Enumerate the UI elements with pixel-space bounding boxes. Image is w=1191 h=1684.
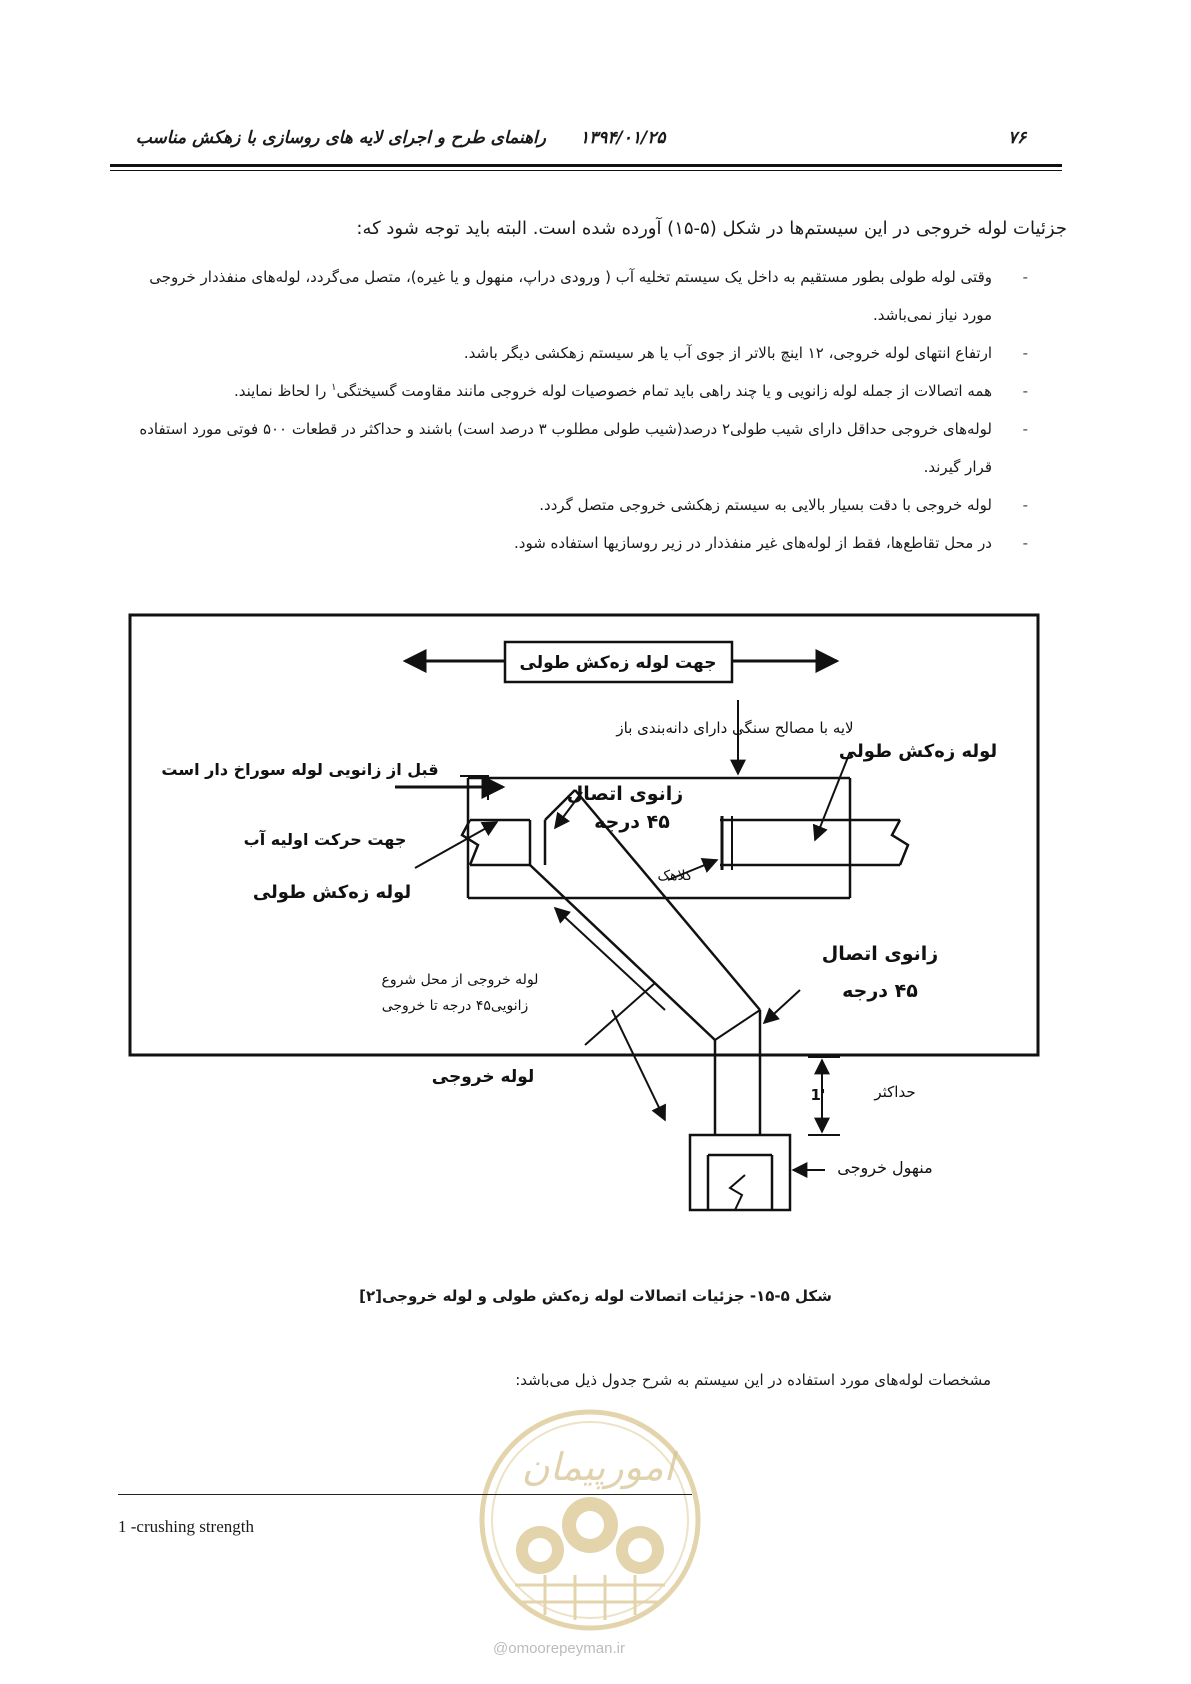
outlet-length-leader-top <box>555 908 665 1010</box>
fig-label-elbow-bottom-1: زانوی اتصال <box>821 943 939 965</box>
fig-label-long-pipe-right: لوله زه‌کش طولی <box>838 741 998 762</box>
watermark-logo <box>470 1400 710 1640</box>
header-date: ۱۳۹۴/۰۱/۲۵ <box>580 128 666 148</box>
fig-label-direction: جهت لوله زه‌کش طولی <box>519 653 717 673</box>
fig-label-manhole: منهول خروجی <box>837 1158 933 1177</box>
fig-label-elbow-top-2: ۴۵ درجه <box>594 811 670 833</box>
bullet-text: لوله خروجی با دقت بسیار بالایی به سیستم زهکشی خروجی متصل گردد. <box>539 496 992 514</box>
bullet-text: همه اتصالات از جمله لوله زانویی و یا چند راهی باید تمام خصوصیات لوله خروجی مانند مقاومت گسیختگی <box>336 382 992 400</box>
watermark-site: @omoorepeyman.ir <box>493 1640 625 1657</box>
long-pipe-leader <box>415 822 497 868</box>
footnote-mark: ۱ <box>331 382 337 393</box>
fig-label-outlet-from-1: لوله خروجی از محل شروع <box>381 972 539 988</box>
fig-label-layer: لایه با مصالح سنگی دارای دانه‌بندی باز <box>616 719 854 737</box>
figure-caption: شکل ۵-۱۵- جزئیات اتصالات لوله زه‌کش طولی و لوله خروجی[۲] <box>359 1287 832 1305</box>
bullet-text: لوله‌های خروجی حداقل دارای شیب طولی۲ درصد(شیب طولی مطلوب ۳ درصد است) باشند و حداکثر در قطعات ۵۰۰ فوتی مورد استفاده قرار گیرند. <box>139 420 992 476</box>
elbow-bottom-leader <box>764 990 800 1023</box>
fig-label-flow-dir: جهت حرکت اولیه آب <box>243 830 407 849</box>
manhole-break <box>730 1175 745 1210</box>
elbow-bottom-joint <box>715 1010 760 1040</box>
footnote-rule <box>118 1494 692 1495</box>
bullet-text: وقتی لوله طولی بطور مستقیم به داخل یک سیستم تخلیه آب ( ورودی دراپ، منهول و یا غیره)، متصل می‌گردد، لوله‌های منفذدار خروجی مورد نیاز نمی‌باشد. <box>149 268 992 324</box>
manhole-inner <box>708 1155 772 1210</box>
page-number: ۷۶ <box>1008 128 1027 148</box>
footnote: 1 -crushing strength <box>118 1517 254 1536</box>
header-title: راهنمای طرح و اجرای لایه های روسازی با زهکش مناسب <box>135 128 546 148</box>
watermark-logo-text: امورپیمان <box>521 1445 675 1489</box>
outlet-length-leader-bottom <box>612 1010 665 1120</box>
fig-label-long-pipe-left: لوله زه‌کش طولی <box>252 882 412 903</box>
fig-label-elbow-bottom-2: ۴۵ درجه <box>842 980 918 1002</box>
fig-label-outlet-pipe: لوله خروجی <box>431 1067 535 1087</box>
bullet-text-tail: را لحاظ نمایند. <box>233 382 327 400</box>
fig-label-elbow-top-1: زانوی اتصال <box>566 783 684 805</box>
fig-label-one-foot: 1' <box>810 1086 826 1104</box>
pipe-break-left <box>462 820 478 865</box>
right-pipe-leader <box>815 752 850 840</box>
outlet-diagonal-lower <box>530 865 715 1040</box>
intro-paragraph: جزئیات لوله خروجی در این سیستم‌ها در شکل (۵-۱۵) آورده شده است. البته باید توجه شود که: <box>356 218 1067 239</box>
outlet-pipe-leader <box>585 983 655 1045</box>
bullet-text: ارتفاع انتهای لوله خروجی، ۱۲ اینچ بالاتر از جوی آب یا هر سیستم زهکشی دیگر باشد. <box>463 344 992 362</box>
bullet-text: در محل تقاطع‌ها، فقط از لوله‌های غیر منفذدار در زیر روسازیها استفاده شود. <box>514 534 992 552</box>
fig-label-max: حداکثر <box>874 1083 916 1101</box>
table-intro-note: مشخصات لوله‌های مورد استفاده در این سیستم به شرح جدول ذیل می‌باشد: <box>515 1371 991 1389</box>
fig-label-outlet-from-2: زانویی۴۵ درجه تا خروجی <box>381 998 529 1014</box>
fig-label-cap: کلاهک <box>657 868 693 884</box>
fig-label-perforated: قبل از زانویی لوله سوراخ دار است <box>161 760 439 779</box>
pipe-break-right <box>892 820 908 865</box>
